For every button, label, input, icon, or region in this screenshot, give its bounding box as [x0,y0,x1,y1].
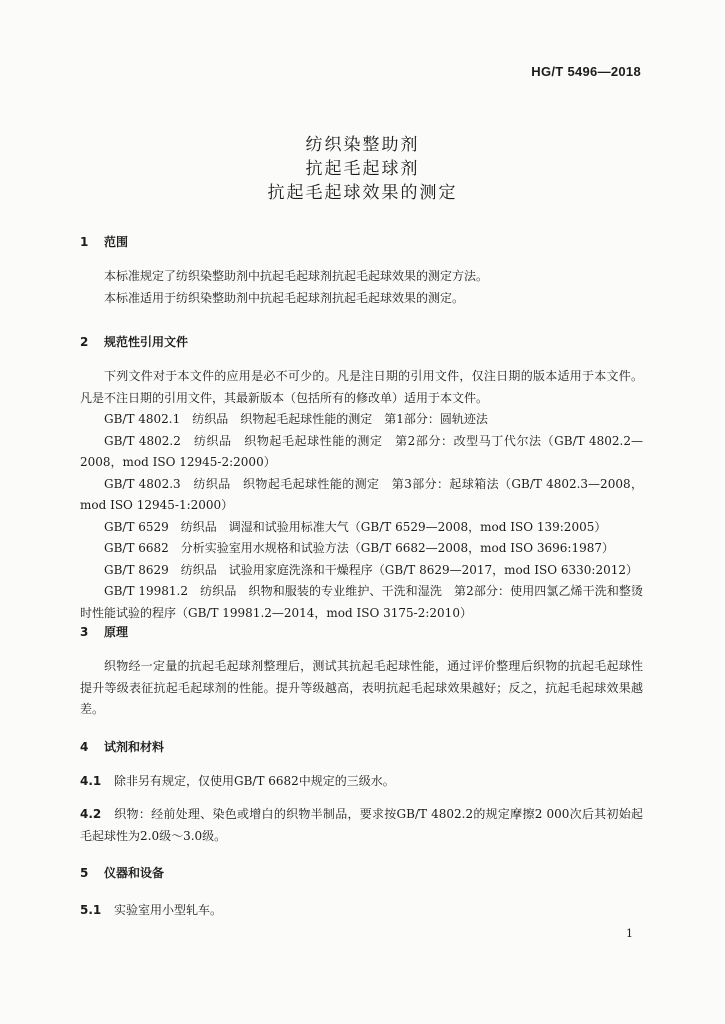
section-title: 范围 [104,235,129,249]
section-1-heading [80,233,128,250]
title-line-3: 抗起毛起球效果的测定 [267,183,458,203]
paragraph: 本标准规定了纺织染整助剂中抗起毛起球剂抗起毛起球效果的测定方法。 [104,269,489,283]
title-line-2: 抗起毛起球剂 [305,159,420,179]
paragraph: 下列文件对于本文件的应用是必不可少的。凡是注日期的引用文件，仅注日期的版本适用于本文件。凡是不注日期的引用文件，其最新版本（包括所有的修改单）适用于本文件。 [80,369,643,405]
section-3-heading [80,623,128,640]
reference-item: GB/T 4802.3 纺织品 织物起毛起球性能的测定 第3部分：起球箱法（GB/T 4802.3—2008，mod ISO 12945-1:2000） [80,476,643,512]
section-5-heading [80,864,164,881]
section-1-body [80,266,643,309]
section-title: 规范性引用文件 [104,335,189,349]
section-title: 仪器和设备 [104,866,165,880]
title-line-1: 纺织染整助剂 [305,135,420,155]
clause-4-1 [80,771,643,793]
section-number: 1 [80,235,89,249]
section-2-body [80,366,643,624]
reference-item: GB/T 6529 纺织品 调湿和试验用标准大气（GB/T 6529—2008，mod ISO 139:2005） [104,519,607,534]
standard-code: HG/T 5496—2018 [531,64,641,79]
section-number: 4 [80,740,89,754]
clause-text: 实验室用小型轧车。 [114,903,223,917]
reference-item: GB/T 8629 纺织品 试验用家庭洗涤和干燥程序（GB/T 8629—2017，mod ISO 6330:2012） [104,562,638,577]
page-number: 1 [626,927,633,940]
paragraph: 本标准适用于纺织染整助剂中抗起毛起球剂抗起毛起球效果的测定。 [104,290,465,305]
section-title: 原理 [104,625,129,639]
paragraph: 织物经一定量的抗起毛起球剂整理后，测试其抗起毛起球性能，通过评价整理后织物的抗起毛起球性提升等级表征抗起毛起球剂的性能。提升等级越高，表明抗起毛起球效果越好；反之，抗起毛起球效果越差。 [80,659,643,716]
section-title: 试剂和材料 [104,740,165,754]
reference-item: GB/T 6682 分析实验室用水规格和试验方法（GB/T 6682—2008，mod ISO 3696:1987） [104,541,614,555]
clause-text: 除非另有规定，仅使用GB/T 6682中规定的三级水。 [114,774,395,788]
document-title [0,133,725,205]
clause-4-2 [80,804,643,847]
reference-item: GB/T 4802.2 纺织品 织物起毛起球性能的测定 第2部分：改型马丁代尔法（GB/T 4802.2—2008，mod ISO 12945-2:2000） [80,433,643,469]
section-number: 2 [80,335,89,349]
section-4-heading [80,738,164,755]
clause-5-1 [80,900,643,922]
section-3-body [80,656,643,721]
clause-number: 4.2 [80,807,102,821]
reference-item: GB/T 4802.1 纺织品 织物起毛起球性能的测定 第1部分：圆轨迹法 [104,412,488,426]
section-number: 3 [80,625,89,639]
clause-text: 织物：经前处理、染色或增白的织物半制品，要求按GB/T 4802.2的规定摩擦2 000次后其初始起毛起球性为2.0级～3.0级。 [80,807,643,843]
section-2-heading [80,333,188,350]
reference-item: GB/T 19981.2 纺织品 织物和服装的专业维护、干洗和湿洗 第2部分：使用四氯乙烯干洗和整烫时性能试验的程序（GB/T 19981.2—2014，mod ISO 3175-2:2010） [80,584,643,620]
clause-number: 4.1 [80,774,102,788]
clause-number: 5.1 [80,903,102,917]
section-number: 5 [80,866,89,880]
